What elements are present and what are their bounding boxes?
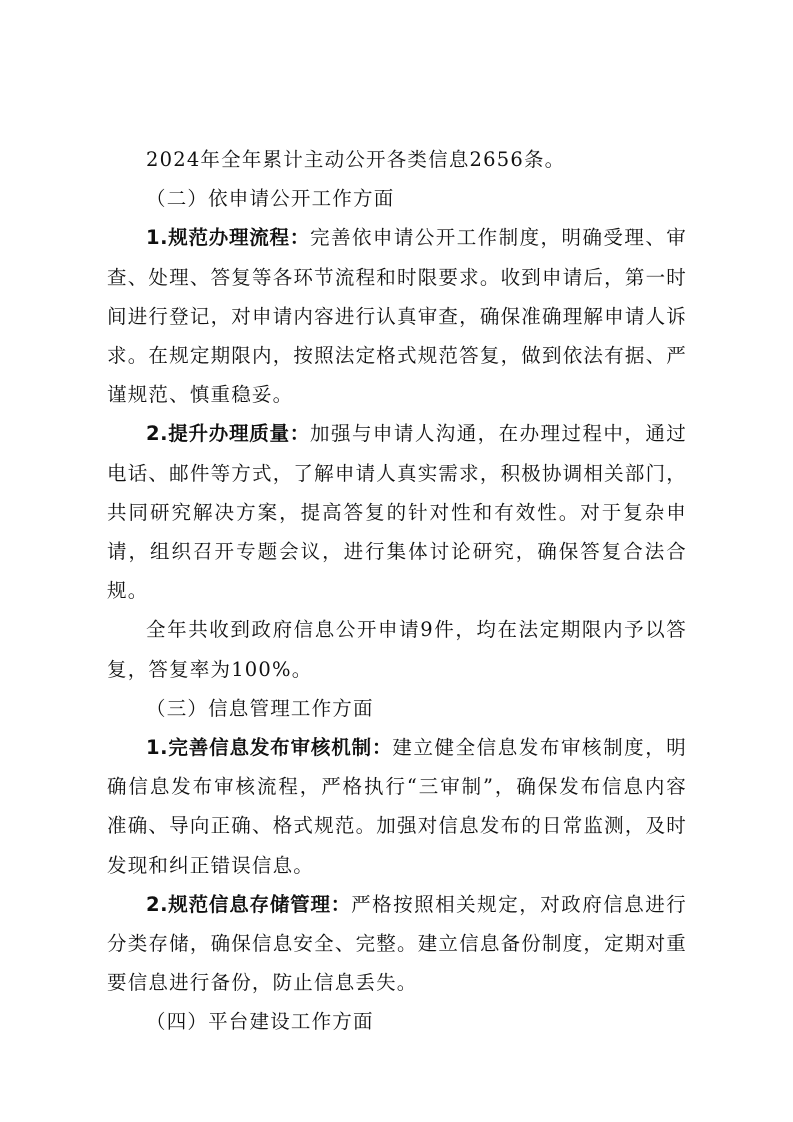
paragraph-storage-management [107, 885, 687, 1003]
paragraph-body: 严格按照相关规定，对政府信息进行分类存储，确保信息安全、完整。建立信息备份制度，定期对重要信息进行备份，防止信息丢失。 [107, 892, 687, 995]
paragraph-body: 加强与申请人沟通，在办理过程中，通过电话、邮件等方式，了解申请人真实需求，积极协调相关部门，共同研究解决方案，提高答复的针对性和有效性。对于复杂申请，组织召开专题会议，进行集体讨论研究，确保答复合法合规。 [107, 422, 687, 603]
paragraph-standardize-process [107, 218, 687, 414]
paragraph-lead: 2.提升办理质量： [146, 422, 311, 446]
document-body [107, 140, 687, 1042]
paragraph-review-mechanism [107, 728, 687, 885]
section-heading-3: （三）信息管理工作方面 [146, 696, 374, 720]
paragraph-lead: 1.完善信息发布审核机制： [146, 736, 393, 760]
paragraph-body: 完善依申请公开工作制度，明确受理、审查、处理、答复等各环节流程和时限要求。收到申请后，第一时间进行登记，对申请内容进行认真审查，确保准确理解申请人诉求。在规定期限内，按照法定格式规范答复，做到依法有据、严谨规范、慎重稳妥。 [107, 226, 687, 407]
paragraph-lead: 2.规范信息存储管理： [146, 892, 352, 916]
section-heading-2: （二）依申请公开工作方面 [146, 187, 395, 211]
section-heading-4: （四）平台建设工作方面 [146, 1010, 374, 1034]
paragraph-disclosure-total: 2024年全年累计主动公开各类信息2656条。 [146, 148, 566, 171]
paragraph-lead: 1.规范办理流程： [146, 226, 311, 250]
paragraph-body: 建立健全信息发布审核制度，明确信息发布审核流程，严格执行“三审制”，确保发布信息内容准确、导向正确、格式规范。加强对信息发布的日常监测，及时发现和纠正错误信息。 [107, 736, 687, 877]
paragraph-improve-quality [107, 414, 687, 610]
paragraph-application-stats: 全年共收到政府信息公开申请9件，均在法定期限内予以答复，答复率为100%。 [107, 618, 687, 681]
